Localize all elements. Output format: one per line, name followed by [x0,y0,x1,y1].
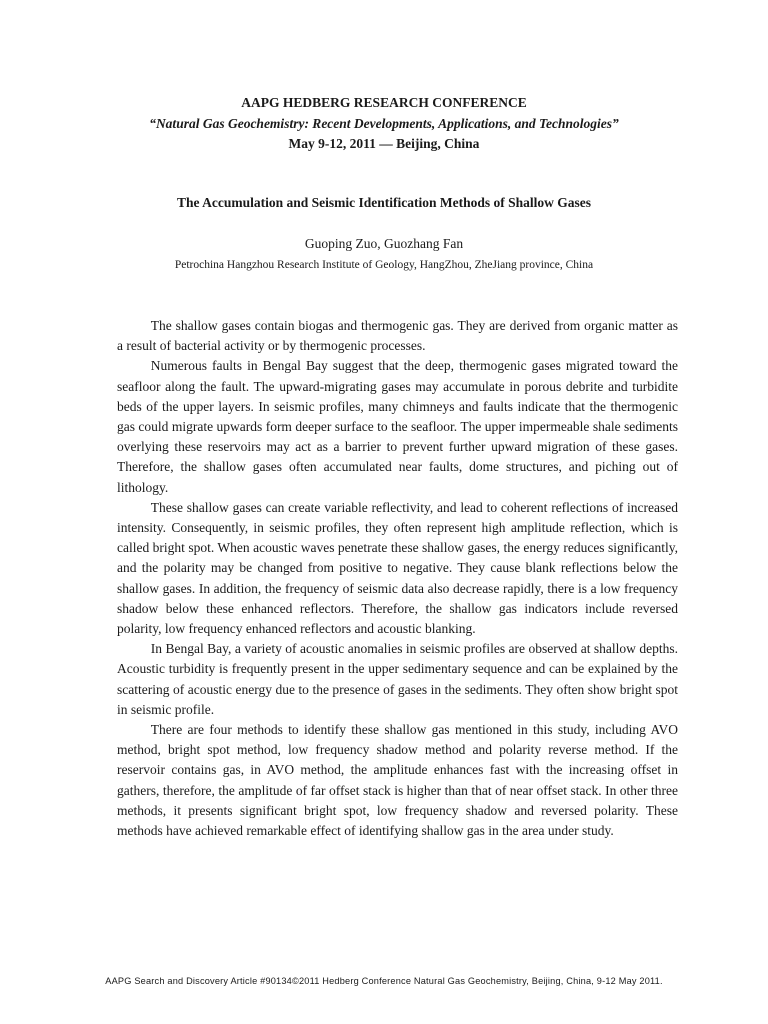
paper-authors: Guoping Zuo, Guozhang Fan [304,236,464,251]
paragraph: The shallow gases contain biogas and thermogenic gas. They are derived from organic matter as a result of bacterial activity or by thermogenic processes. [117,318,678,354]
conference-subtitle: “Natural Gas Geochemistry: Recent Developments, Applications, and Technologies” [149,116,619,131]
footer-citation: AAPG Search and Discovery Article #90134©2011 Hedberg Conference Natural Gas Geochemistry, Beijing, China, 9-12 May 2011. [105,976,663,986]
paragraph: Numerous faults in Bengal Bay suggest that the deep, thermogenic gases migrated toward the seafloor along the fault. The upward-migrating gases may accumulate in porous debrite and turbidite beds of the upper layers. In seismic profiles, many chimneys and faults indicate that the thermogenic gas could migrate upwards form deeper surface to the seafloor. The upper impermeable shale sediments overlying these reservoirs may act as a barrier to prevent further upward migration of these gases. Therefore, the shallow gases often accumulated near faults, dome structures, and piching out of lithology. [117,358,678,495]
paragraph: In Bengal Bay, a variety of acoustic anomalies in seismic profiles are observed at shallow depths. Acoustic turbidity is frequently present in the upper sedimentary sequence and can be explained by the scattering of acoustic energy due to the presence of gases in the sediments. They often show bright spot in seismic profile. [117,641,678,717]
conference-title: AAPG HEDBERG RESEARCH CONFERENCE [241,95,527,110]
paper-title: The Accumulation and Seismic Identification Methods of Shallow Gases [176,195,592,210]
paper-affiliation: Petrochina Hangzhou Research Institute of Geology, HangZhou, ZheJiang province, China [174,259,594,271]
conference-date-location: May 9-12, 2011 — Beijing, China [288,136,480,151]
paragraph: There are four methods to identify these shallow gas mentioned in this study, including AVO method, bright spot method, low frequency shadow method and polarity reverse method. If the reservoir contains gas, in AVO method, the amplitude enhances fast with the increasing offset in gathers, therefore, the amplitude of far offset stack is higher than that of near offset stack. In other three methods, it presents significant bright spot, low frequency shadow and reversed polarity. These methods have achieved remarkable effect of identifying shallow gas in the area under study. [117,722,678,839]
paragraph: These shallow gases can create variable reflectivity, and lead to coherent reflections of increased intensity. Consequently, in seismic profiles, they often represent high amplitude reflection, which is called bright spot. When acoustic waves penetrate these shallow gases, the energy reduces significantly, and the polarity may be changed from positive to negative. They cause blank reflections below the shallow gases. In addition, the frequency of seismic data also decrease rapidly, there is a low frequency shadow below these enhanced reflectors. Therefore, the shallow gas indicators include reversed polarity, low frequency enhanced reflectors and acoustic blanking. [117,499,678,637]
abstract-body [117,316,678,841]
